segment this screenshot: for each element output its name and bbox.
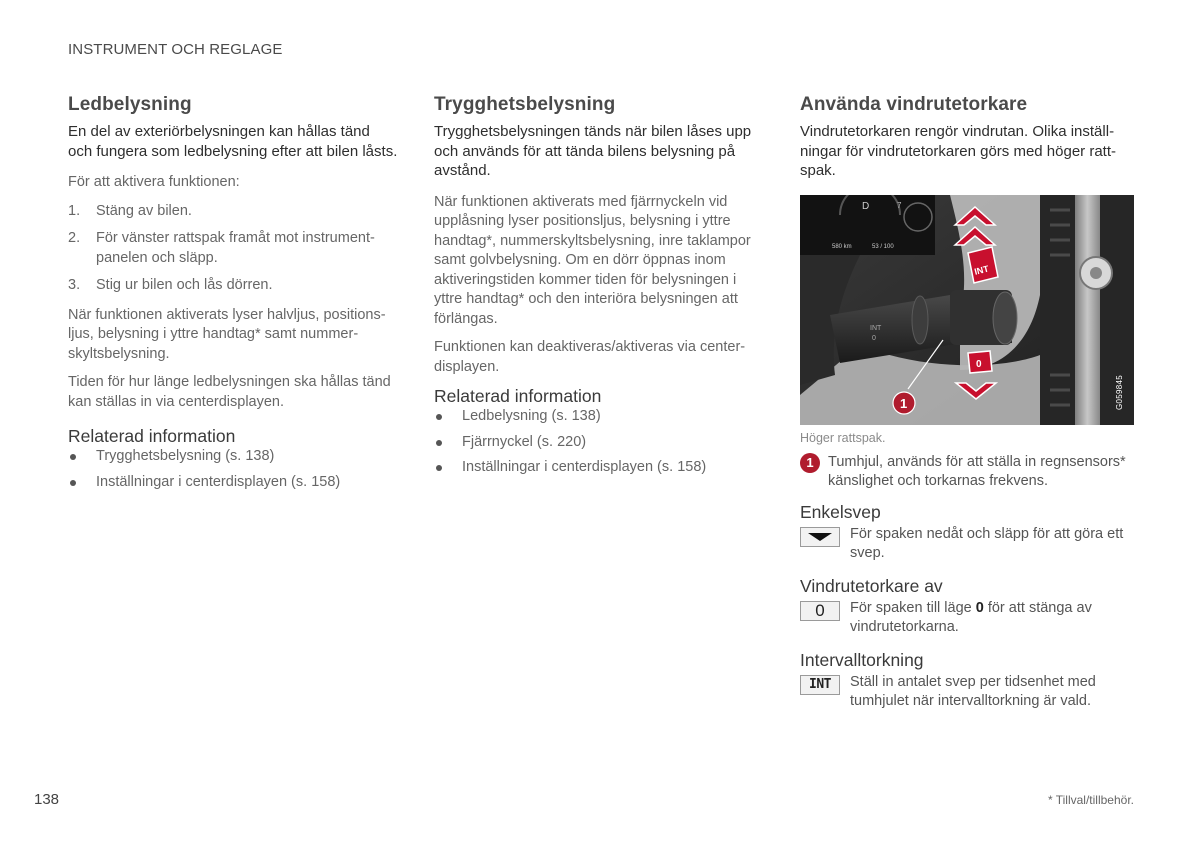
consumption-readout: 53 / 100 [872, 243, 894, 250]
text-part: för att stänga av vindrutetorkarna. [850, 599, 1092, 635]
subsection-title: Enkelsvep [800, 501, 881, 522]
callout-badge: 1 [800, 453, 820, 473]
body-paragraph: Funktionen kan deaktiveras/aktiveras via centerdisplayen. [434, 339, 746, 375]
zero-label: 0 [976, 358, 982, 370]
related-link[interactable] [68, 473, 398, 493]
step-text: För vänster rattspak framåt mot instrumentpanelen och släpp. [96, 230, 375, 266]
swipe-down-icon [800, 527, 840, 547]
section-title: Ledbelysning [68, 94, 192, 115]
section-lead: Trygghetsbelysningen tänds när bilen låses upp och används för att tända bilens belysning på avstånd. [434, 123, 752, 179]
step-list [68, 202, 398, 296]
wheel-int-label: INT [870, 324, 882, 332]
footnote: * Tillval/tillbehör. [1047, 793, 1134, 807]
link-text: Fjärrnyckel (s. 220) [462, 433, 587, 450]
text-part: För spaken till läge [850, 599, 976, 616]
section-vindrutetorkare [800, 94, 1134, 724]
section-lead: Vindrutetorkaren rengör vindrutan. Olika inställningar för vindrutetorkaren görs med höger rattspak. [800, 123, 1116, 179]
bullet-icon [434, 458, 462, 478]
list-item [68, 229, 398, 268]
bullet-icon [68, 473, 96, 493]
section-title: Använda vindrutetorkare [800, 94, 1028, 115]
function-text: För spaken nedåt och släpp för att göra ett svep. [850, 525, 1124, 561]
function-text: Ställ in antalet svep per tidsenhet med tumhjulet när intervalltorkning är vald. [850, 673, 1096, 709]
section-title: Trygghetsbelysning [434, 94, 616, 115]
related-link[interactable] [68, 447, 398, 467]
callout-item [800, 453, 1134, 492]
gauge-seven-label: 7 [897, 200, 902, 210]
wiper-stalk-figure [800, 195, 1134, 425]
related-link[interactable] [434, 433, 764, 453]
section-lead: En del av exteriörbelysningen kan hållas tänd och fungera som ledbelysning efter att bilen låsts. [68, 123, 398, 160]
related-title: Relaterad information [434, 386, 602, 406]
callout-text: Tumhjul, används för att ställa in regnsensors* känslighet och torkarnas frekvens. [828, 453, 1126, 489]
subsection-title: Vindrutetorkare av [800, 575, 943, 596]
gear-indicator: D [862, 200, 870, 212]
body-paragraph: När funktionen aktiverats med fjärrnyckeln vid upplåsning lyser positionsljus, belysning i yttre handtag*, nummerskyltsbelysning, inre taklampor samt golvbelysning. Om en dörr öppnas inom aktiveringstiden kommer tiden för belysningen i yttre handtag* och den interiöra belysningen att förlängas. [434, 193, 751, 327]
range-readout: 580 km [832, 243, 852, 250]
int-position-icon: INT [800, 675, 840, 695]
link-text: Trygghetsbelysning (s. 138) [96, 448, 275, 464]
function-row [800, 599, 1134, 638]
page-header: INSTRUMENT OCH REGLAGE [68, 41, 283, 58]
page-number: 138 [34, 791, 60, 808]
figure-caption: Höger rattspak. [800, 430, 886, 445]
function-text [850, 599, 1134, 638]
link-text: Inställningar i centerdisplayen (s. 158) [462, 459, 707, 475]
bullet-icon [434, 433, 462, 453]
related-title: Relaterad information [68, 426, 236, 446]
step-number: 3. [68, 277, 81, 293]
section-trygghetsbelysning [434, 94, 764, 484]
step-number: 1. [68, 202, 81, 219]
figure-code: G059845 [1115, 375, 1124, 411]
subsection-title: Intervalltorkning [800, 649, 924, 670]
related-list [68, 447, 398, 492]
step-text: Stig ur bilen och lås dörren. [96, 277, 273, 293]
step-text: Stäng av bilen. [96, 202, 192, 219]
bullet-icon [434, 407, 462, 427]
function-row [800, 525, 1134, 564]
wheel-zero-label: 0 [872, 334, 876, 342]
related-link[interactable] [434, 458, 764, 478]
related-list [434, 407, 764, 478]
callout-number: 1 [900, 395, 908, 411]
related-link[interactable] [434, 407, 764, 427]
bullet-icon [68, 447, 96, 467]
zero-position-icon: 0 [800, 601, 840, 621]
function-row [800, 673, 1134, 712]
int-label: INT [973, 263, 990, 277]
step-number: 2. [68, 230, 81, 246]
stalk-illustration [800, 195, 1134, 425]
link-text: Ledbelysning (s. 138) [462, 408, 601, 424]
list-item [68, 276, 398, 296]
body-paragraph: Tiden för hur länge ledbelysningen ska hållas tänd kan ställas in via centerdisplayen. [68, 374, 391, 410]
bold-text: 0 [975, 599, 984, 616]
link-text: Inställningar i centerdisplayen (s. 158) [96, 473, 341, 490]
intro-text: För att aktivera funktionen: [68, 174, 240, 190]
section-ledbelysning [68, 94, 398, 498]
list-item [68, 202, 398, 222]
body-paragraph: När funktionen aktiverats lyser halvljus, positionsljus, belysning i yttre handtag* samt nummerskyltsbelysning. [68, 306, 386, 362]
